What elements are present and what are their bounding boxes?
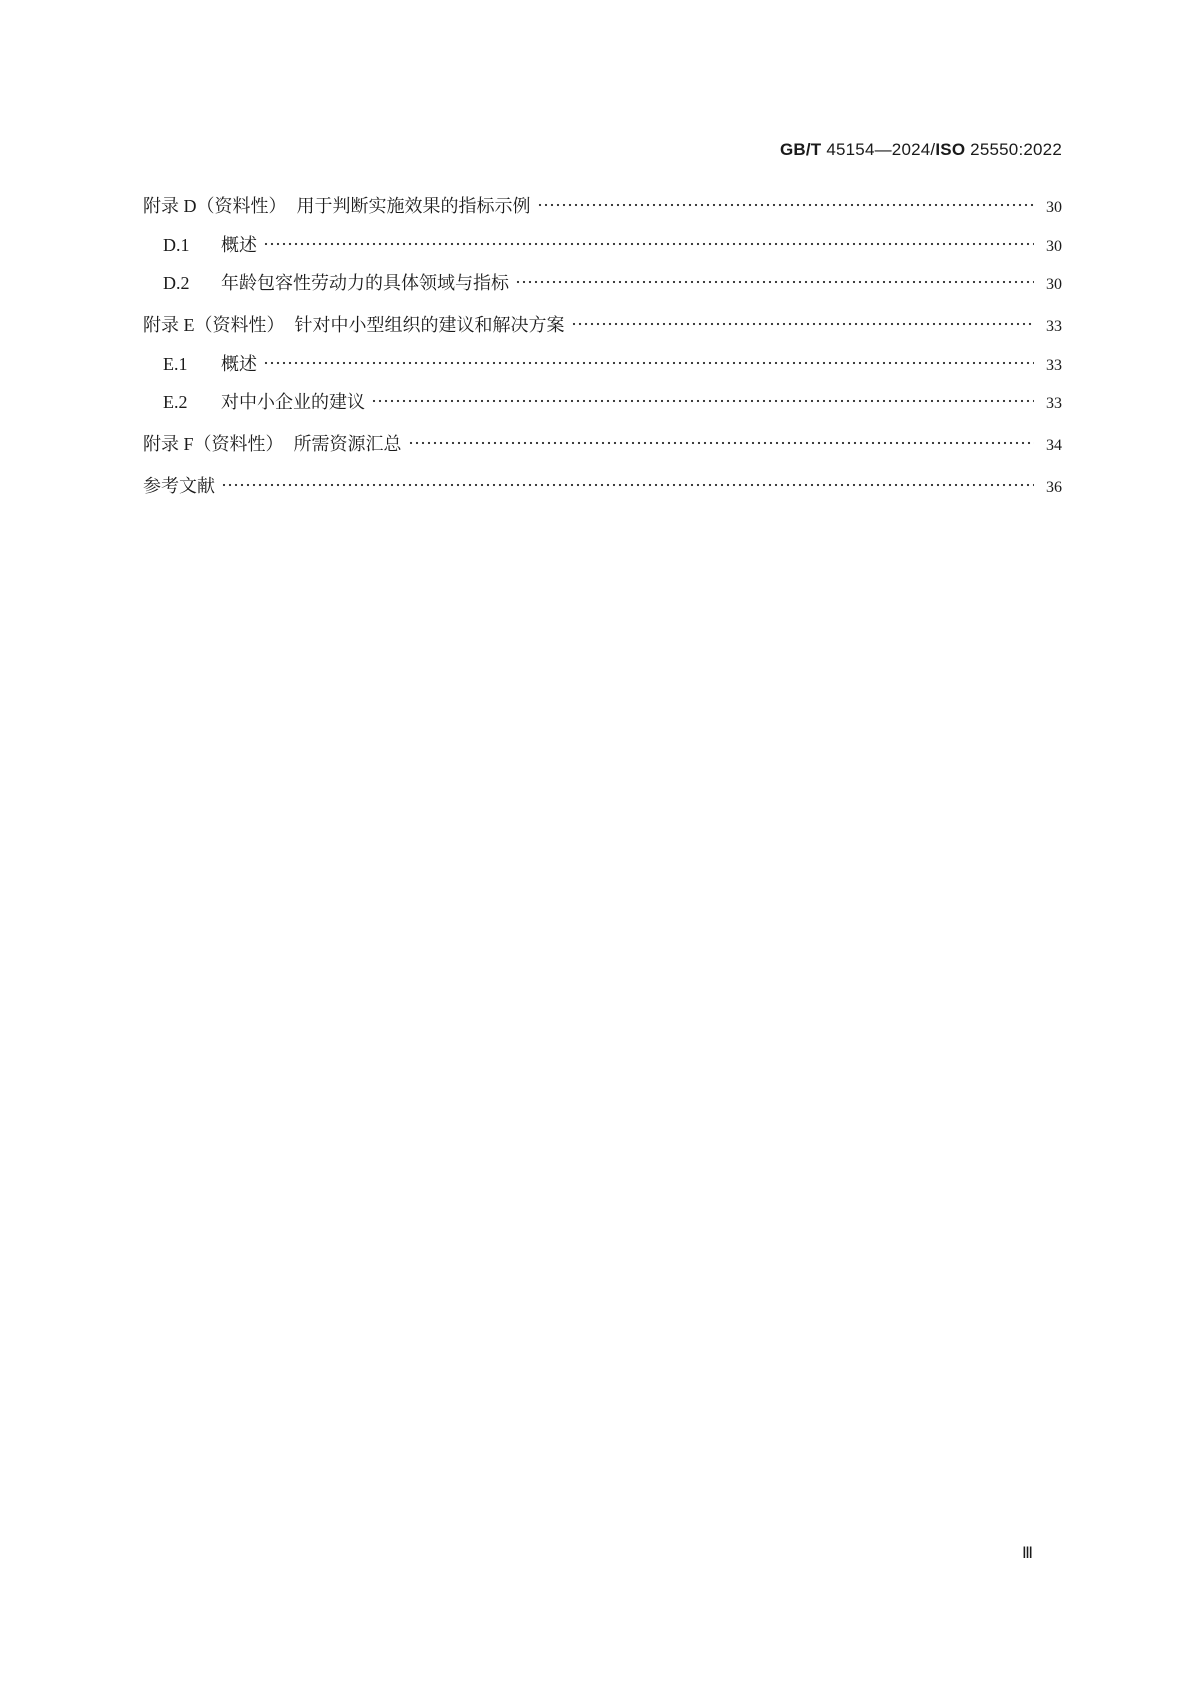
dot-leader — [408, 424, 1034, 446]
toc-entry-title: 概述 — [221, 235, 257, 256]
toc-entry-title: 参考文献 — [143, 476, 215, 497]
iso-prefix: ISO — [935, 140, 966, 159]
toc-entry-page: 30 — [1046, 238, 1062, 255]
toc-entry-title: 用于判断实施效果的指标示例 — [296, 196, 531, 217]
toc-entry-annex-f[interactable] — [143, 428, 1062, 457]
dot-leader — [221, 466, 1034, 488]
toc-entry-page: 30 — [1046, 276, 1062, 293]
toc-entry-title: 年龄包容性劳动力的具体领域与指标 — [221, 273, 509, 294]
toc-entry-page: 33 — [1046, 357, 1062, 374]
toc-entry-title: 对中小企业的建议 — [221, 392, 365, 413]
toc-entry-bibliography[interactable] — [143, 470, 1062, 499]
toc-entry-title: 概述 — [221, 354, 257, 375]
dot-leader — [371, 382, 1034, 404]
table-of-contents — [143, 190, 1062, 499]
iso-number: 25550:2022 — [965, 140, 1062, 159]
dot-leader — [537, 186, 1035, 208]
toc-entry-e1[interactable] — [143, 348, 1062, 377]
toc-entry-number: 附录 E（资料性） — [143, 315, 285, 335]
toc-entry-page: 34 — [1046, 437, 1062, 454]
toc-entry-annex-d[interactable] — [143, 190, 1062, 219]
toc-entry-number: E.2 — [163, 392, 188, 412]
page-number: Ⅲ — [1022, 1545, 1034, 1562]
toc-entry-d1[interactable] — [143, 229, 1062, 258]
standard-code-number: 45154—2024/ — [821, 140, 936, 159]
standard-code-header — [780, 140, 1062, 160]
toc-entry-number: 附录 F（资料性） — [143, 434, 284, 454]
toc-entry-number: 附录 D（资料性） — [143, 196, 287, 216]
dot-leader — [263, 225, 1034, 247]
dot-leader — [263, 344, 1034, 366]
toc-entry-title: 所需资源汇总 — [293, 434, 402, 455]
toc-entry-page: 33 — [1046, 395, 1062, 412]
toc-entry-page: 36 — [1046, 479, 1062, 496]
standard-code-prefix: GB/T — [779, 140, 822, 159]
toc-entry-title: 针对中小型组织的建议和解决方案 — [294, 315, 565, 336]
toc-entry-number: D.1 — [163, 235, 190, 255]
toc-entry-page: 30 — [1046, 199, 1062, 216]
dot-leader — [515, 263, 1034, 285]
toc-entry-annex-e[interactable] — [143, 309, 1062, 338]
toc-entry-number: E.1 — [163, 354, 188, 374]
toc-entry-e2[interactable] — [143, 386, 1062, 415]
toc-entry-page: 33 — [1046, 318, 1062, 335]
toc-entry-number: D.2 — [163, 273, 190, 293]
toc-entry-d2[interactable] — [143, 267, 1062, 296]
dot-leader — [571, 305, 1035, 327]
